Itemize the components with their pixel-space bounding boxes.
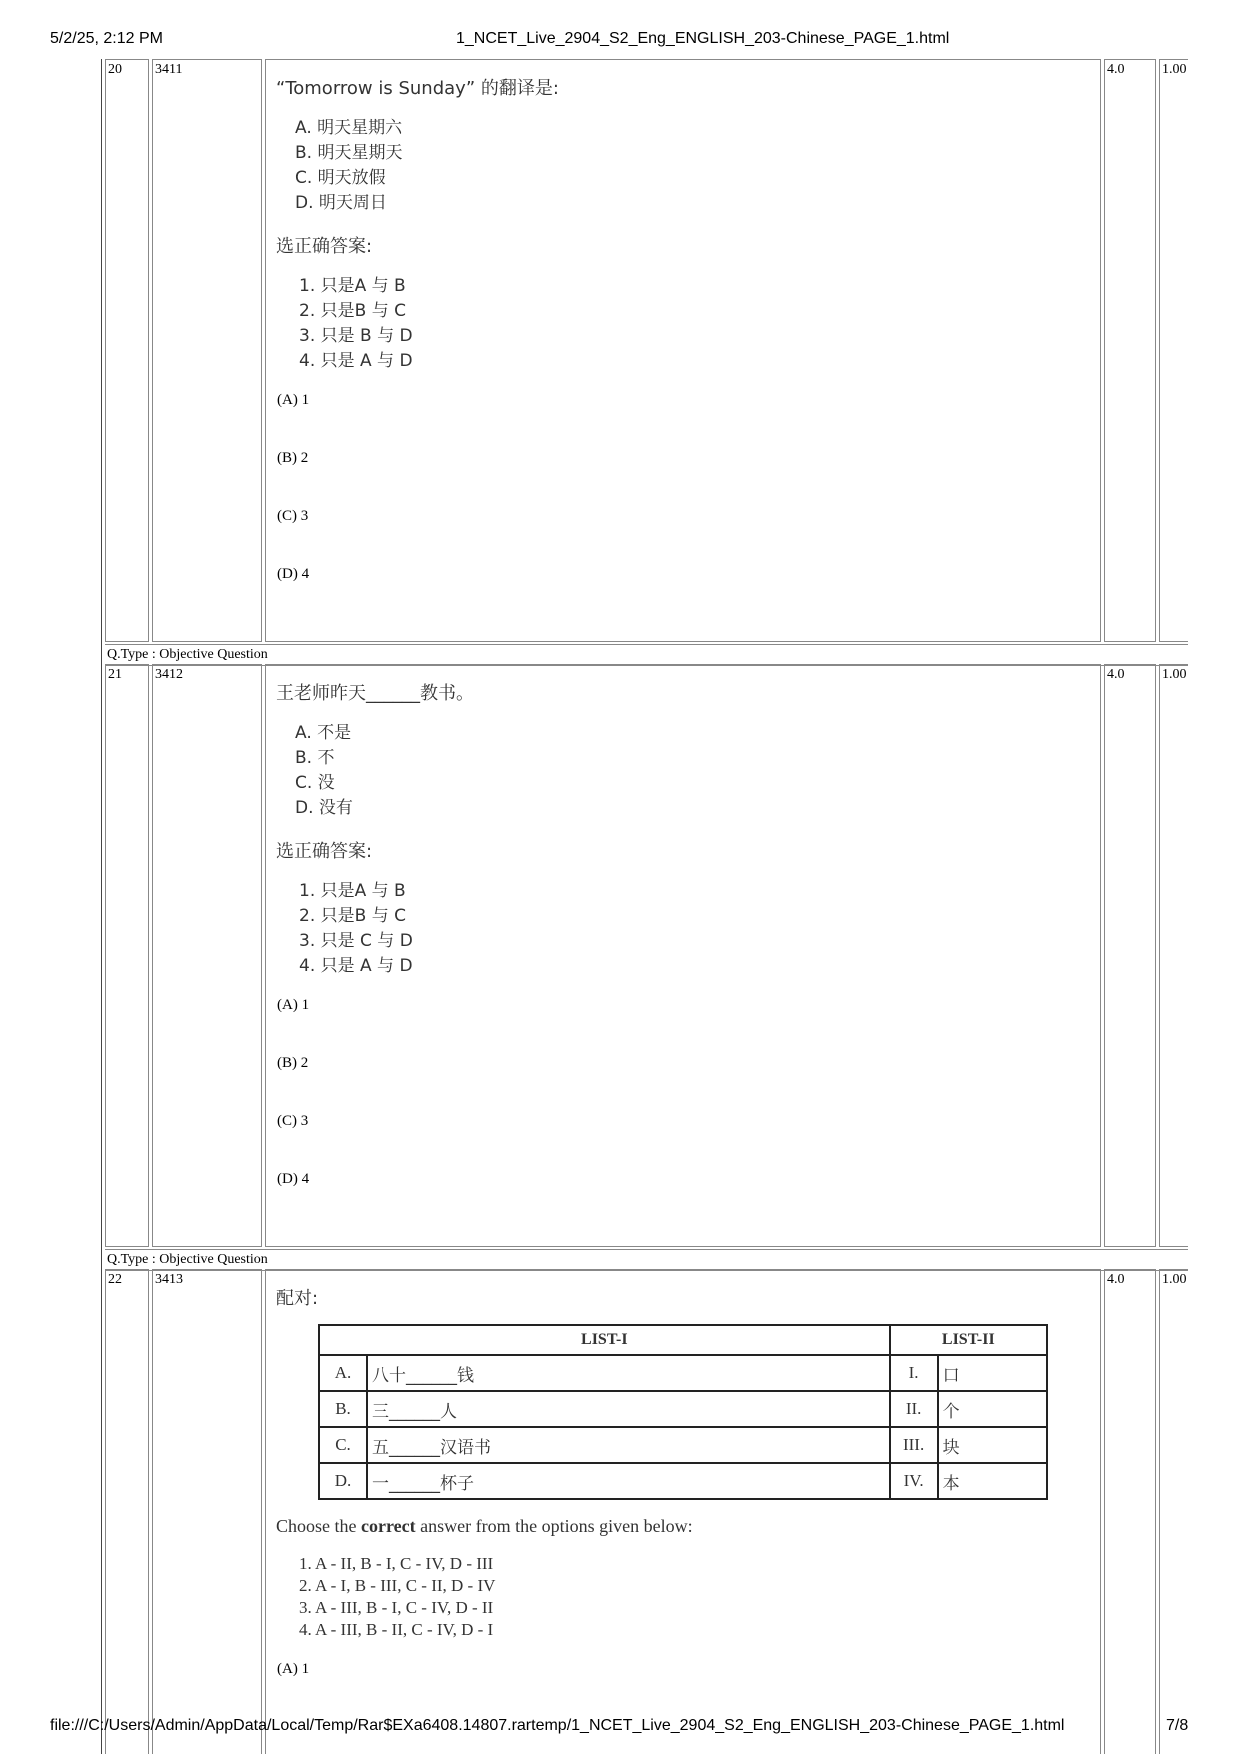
option-item: B. 明天星期天 [295,143,403,163]
marks-cell: 4.0 [1104,664,1156,1247]
answer-option: (A) 1 [277,1661,310,1677]
choice-list [299,1553,1092,1641]
answer-option: (D) 4 [277,1171,310,1187]
matching-row [319,1391,1047,1427]
negative-marks-cell: 1.00 [1159,59,1188,642]
choice-item: 1. A - II, B - I, C - IV, D - III [299,1554,494,1573]
answer-option: (A) 1 [277,392,310,408]
choose-instruction: Choose the correct answer from the options given below: [276,1516,693,1536]
matching-row [319,1463,1047,1499]
choice-item: 1. 只是A 与 B [299,881,406,901]
list-ii-header: LIST-II [890,1325,1047,1355]
select-answer-label: 选正确答案: [276,841,373,862]
matching-row [319,1355,1047,1391]
question-type-label: Q.Type : Objective Question [105,644,1188,666]
question-row [102,59,1188,642]
list-ii-item: 口 [938,1355,1047,1391]
list-ii-item: 个 [938,1391,1047,1427]
select-answer-label: 选正确答案: [276,236,373,257]
list-i-label: D. [319,1463,367,1499]
answer-option: (C) 3 [277,508,309,524]
marks-cell: 4.0 [1104,1269,1156,1754]
choice-item: 2. 只是B 与 C [299,301,406,321]
print-datetime: 5/2/25, 2:12 PM [50,30,163,47]
list-i-header: LIST-I [319,1325,890,1355]
list-i-label: A. [319,1355,367,1391]
marks-cell: 4.0 [1104,59,1156,642]
question-stem: 王老师昨天______教书。 [276,683,474,704]
choice-item: 1. 只是A 与 B [299,276,406,296]
list-ii-item: 本 [938,1463,1047,1499]
question-stem: 配对: [276,1288,319,1309]
question-row [102,1269,1188,1754]
option-item: D. 没有 [295,798,353,818]
choice-item: 3. 只是 B 与 D [299,326,413,346]
answer-option: (A) 1 [277,997,310,1013]
list-ii-label: IV. [890,1463,938,1499]
question-number: 22 [105,1269,149,1754]
option-item: B. 不 [295,748,335,768]
question-content [265,664,1101,1247]
question-id: 3413 [152,1269,262,1754]
print-doc-title: 1_NCET_Live_2904_S2_Eng_ENGLISH_203-Chinese_PAGE_1.html [456,30,950,47]
matching-row [319,1427,1047,1463]
print-file-path: file:///C:/Users/Admin/AppData/Local/Temp/Rar$EXa6408.14807.rartemp/1_NCET_Live_2904_S2_Eng_ENGLISH_203-Chinese_PAGE_1.html [50,1717,1065,1734]
list-ii-item: 块 [938,1427,1047,1463]
choice-item: 4. 只是 A 与 D [299,351,413,371]
question-content [265,59,1101,642]
negative-marks-cell: 1.00 [1159,664,1188,1247]
list-ii-label: I. [890,1355,938,1391]
list-ii-label: II. [890,1391,938,1427]
choice-list [299,879,1092,979]
choice-item: 4. A - III, B - II, C - IV, D - I [299,1620,494,1639]
option-item: C. 没 [295,773,335,793]
matching-table [318,1324,1048,1500]
question-number: 21 [105,664,149,1247]
list-i-item: 三______人 [367,1391,890,1427]
choice-item: 2. 只是B 与 C [299,906,406,926]
list-ii-label: III. [890,1427,938,1463]
question-type-label: Q.Type : Objective Question [105,1249,1188,1271]
question-content [265,1269,1101,1754]
choice-item: 3. 只是 C 与 D [299,931,413,951]
question-id: 3411 [152,59,262,642]
negative-marks-cell: 1.00 [1159,1269,1188,1754]
question-number: 20 [105,59,149,642]
print-page-number: 7/8 [1166,1717,1189,1734]
list-i-item: 五______汉语书 [367,1427,890,1463]
choice-list [299,274,1092,374]
list-i-label: C. [319,1427,367,1463]
choice-item: 2. A - I, B - III, C - II, D - IV [299,1576,496,1595]
choice-item: 3. A - III, B - I, C - IV, D - II [299,1598,494,1617]
choice-item: 4. 只是 A 与 D [299,956,413,976]
option-item: A. 明天星期六 [295,118,403,138]
question-id: 3412 [152,664,262,1247]
option-item: C. 明天放假 [295,168,386,188]
answer-option: (C) 3 [277,1113,309,1129]
questions-table [101,59,1188,1754]
answer-option: (B) 2 [277,450,309,466]
answer-option: (B) 2 [277,1055,309,1071]
answer-option: (D) 4 [277,566,310,582]
option-item: D. 明天周日 [295,193,387,213]
option-list [295,721,1092,821]
question-stem: “Tomorrow is Sunday” 的翻译是: [276,78,559,99]
list-i-item: 一______杯子 [367,1463,890,1499]
option-item: A. 不是 [295,723,352,743]
question-row [102,664,1188,1247]
option-list [295,116,1092,216]
list-i-item: 八十______钱 [367,1355,890,1391]
list-i-label: B. [319,1391,367,1427]
